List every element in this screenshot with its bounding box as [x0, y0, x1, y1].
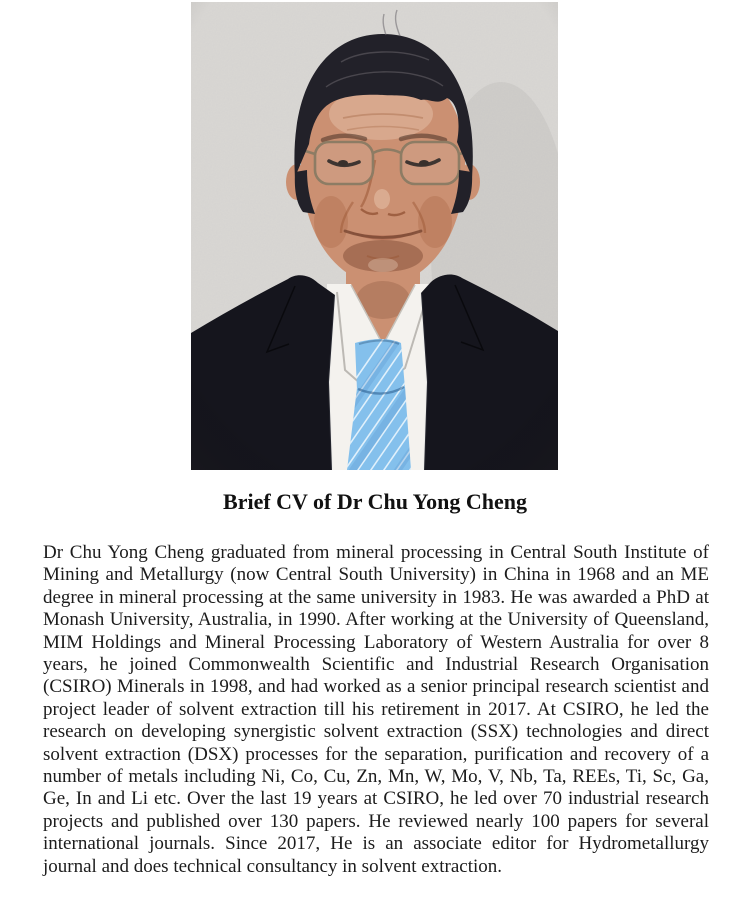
bio-paragraph: Dr Chu Yong Cheng graduated from mineral processing in Central South Institute of Mining and Metallurgy (now Central South University) in China in 1968 and an ME degree in mineral processing at the same university in 1983. He was awarded a PhD at Monash University, Australia, in 1990. After working at the University of Queensland, MIM Holdings and Mineral Processing Laboratory of Western Australia for over 8 years, he joined Commonwealth Scientific and Industrial Research Organisation (CSIRO) Minerals in 1998, and had worked as a senior principal research scientist and project leader of solvent extraction till his retirement in 2017. At CSIRO, he led the research on developing synergistic solvent extraction (SSX) technologies and direct solvent extraction (DSX) processes for the separation, purification and recovery of a number of metals including Ni, Co, Cu, Zn, Mn, W, Mo, V, Nb, Ta, REEs, Ti, Sc, Ga, Ge, In and Li etc. Over the last 19 years at CSIRO, he led over 70 industrial research projects and published over 130 papers. He reviewed nearly 100 papers for several international journals. Since 2017, He is an associate editor for Hydrometallurgy journal and does technical consultancy in solvent extraction.: [43, 542, 709, 877]
portrait-illustration: [191, 2, 558, 470]
portrait-photo: [191, 2, 558, 470]
photo-vignette: [191, 2, 558, 470]
page-title: Brief CV of Dr Chu Yong Cheng: [223, 489, 527, 514]
